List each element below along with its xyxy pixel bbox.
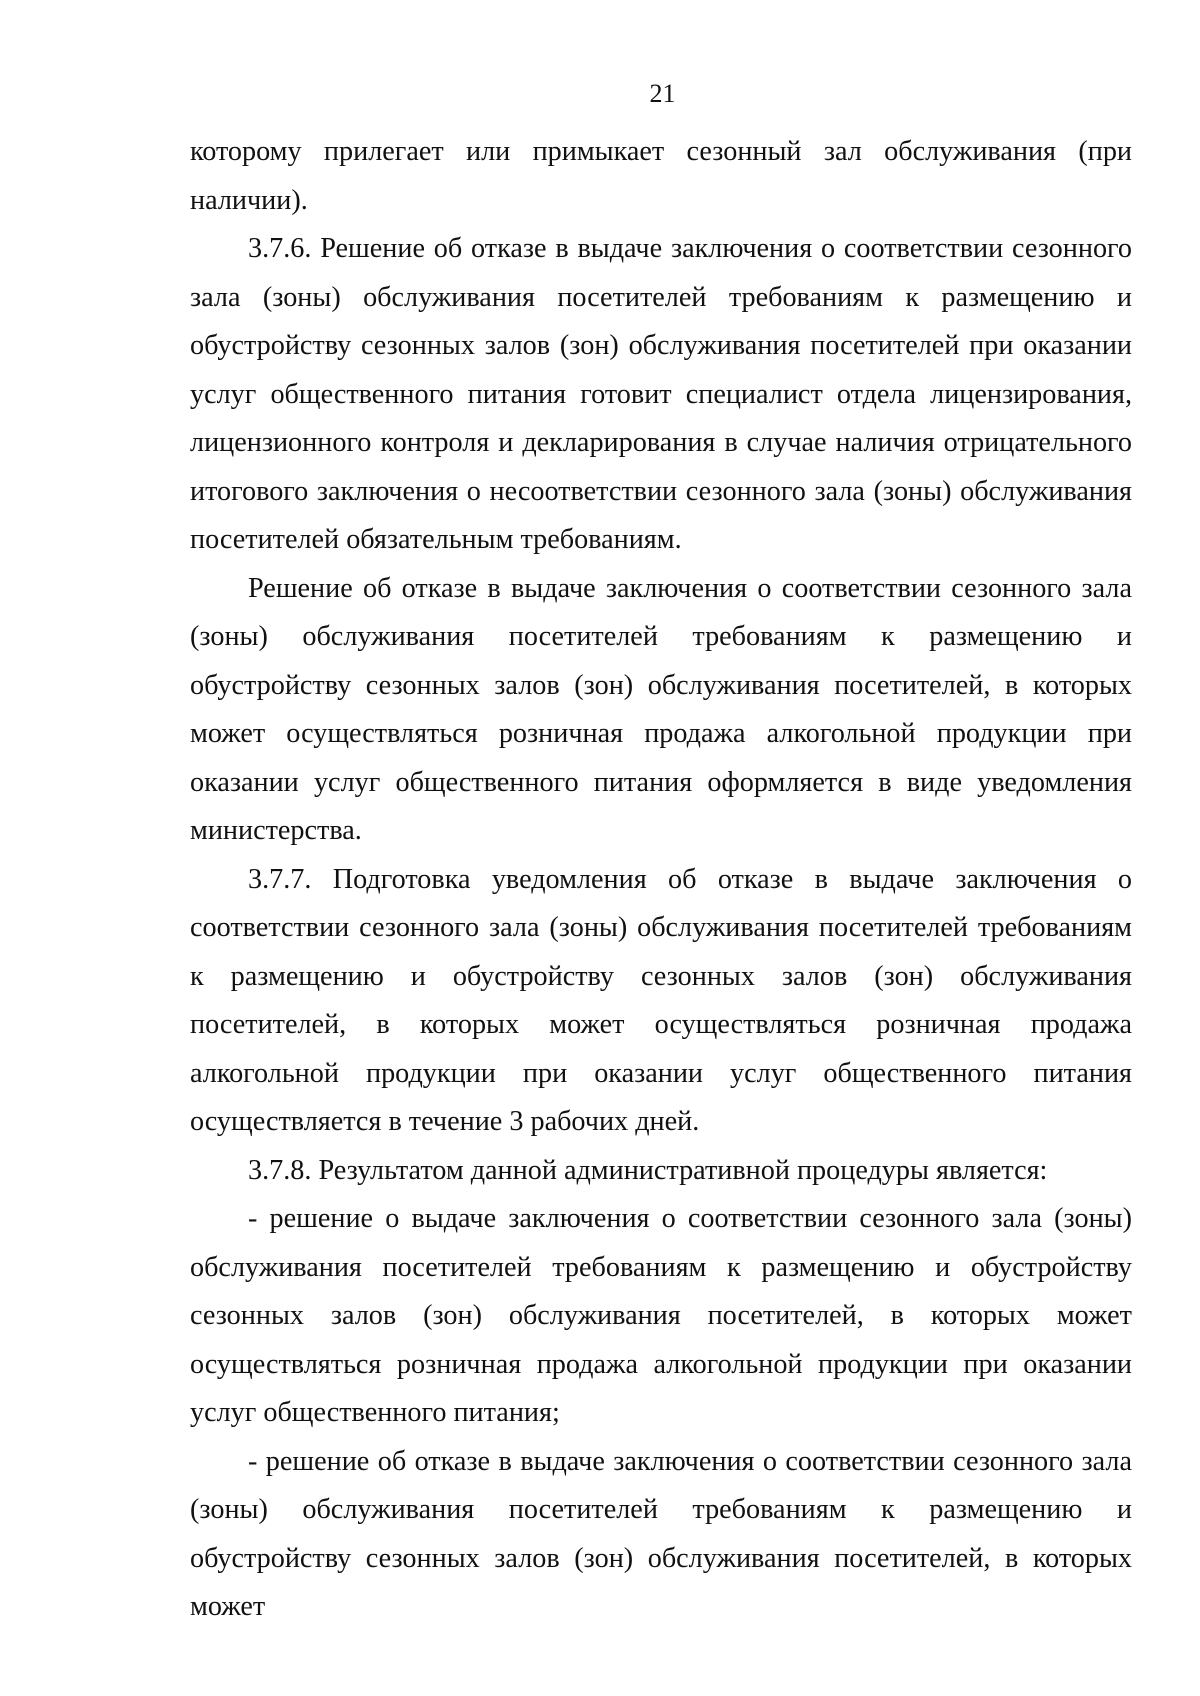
paragraph-3-7-8: 3.7.8. Результатом данной административной процедуры является: (248, 1154, 1048, 1186)
list-item-refusal-decision: - решение об отказе в выдаче заключения о соответствии сезонного зала (зоны) обслуживания посетителей требованиям к размещению и обустройству сезонных залов (зон) обслуживания посетителей, в которых может (190, 1445, 1132, 1622)
paragraph-3-7-7: 3.7.7. Подготовка уведомления об отказе в выдаче заключения о соответствии сезонного зала (зоны) обслуживания посетителей требованиям к размещению и обустройству сезонных залов (зон) обслуживания посетителей, в которых может осуществляться розничная продажа алкогольной продукции при оказании услуг общественного питания осуществляется в течение 3 рабочих дней. (190, 863, 1132, 1137)
paragraph-refusal-notice: Решение об отказе в выдаче заключения о соответствии сезонного зала (зоны) обслуживания посетителей требованиям к размещению и обустройству сезонных залов (зон) обслуживания посетителей, в которых может осуществляться розничная продажа алкогольной продукции при оказании услуг общественного питания оформляется в виде уведомления министерства. (190, 572, 1132, 846)
paragraph-continuation: которому прилегает или примыкает сезонный зал обслуживания (при наличии). (190, 136, 1132, 216)
paragraph-3-7-6: 3.7.6. Решение об отказе в выдаче заключения о соответствии сезонного зала (зоны) обслуживания посетителей требованиям к размещению и обустройству сезонных залов (зон) обслуживания посетителей при оказании услуг общественного питания готовит специалист отдела лицензирования, лицензионного контроля и декларирования в случае наличия отрицательного итогового заключения о несоответствии сезонного зала (зоны) обслуживания посетителей обязательным требованиям. (190, 233, 1132, 555)
page-number: 21 (649, 79, 676, 108)
document-body (190, 128, 1132, 1632)
list-item-issue-decision: - решение о выдаче заключения о соответствии сезонного зала (зоны) обслуживания посетителей требованиям к размещению и обустройству сезонных залов (зон) обслуживания посетителей, в которых может осуществляться розничная продажа алкогольной продукции при оказании услуг общественного питания; (190, 1203, 1132, 1428)
